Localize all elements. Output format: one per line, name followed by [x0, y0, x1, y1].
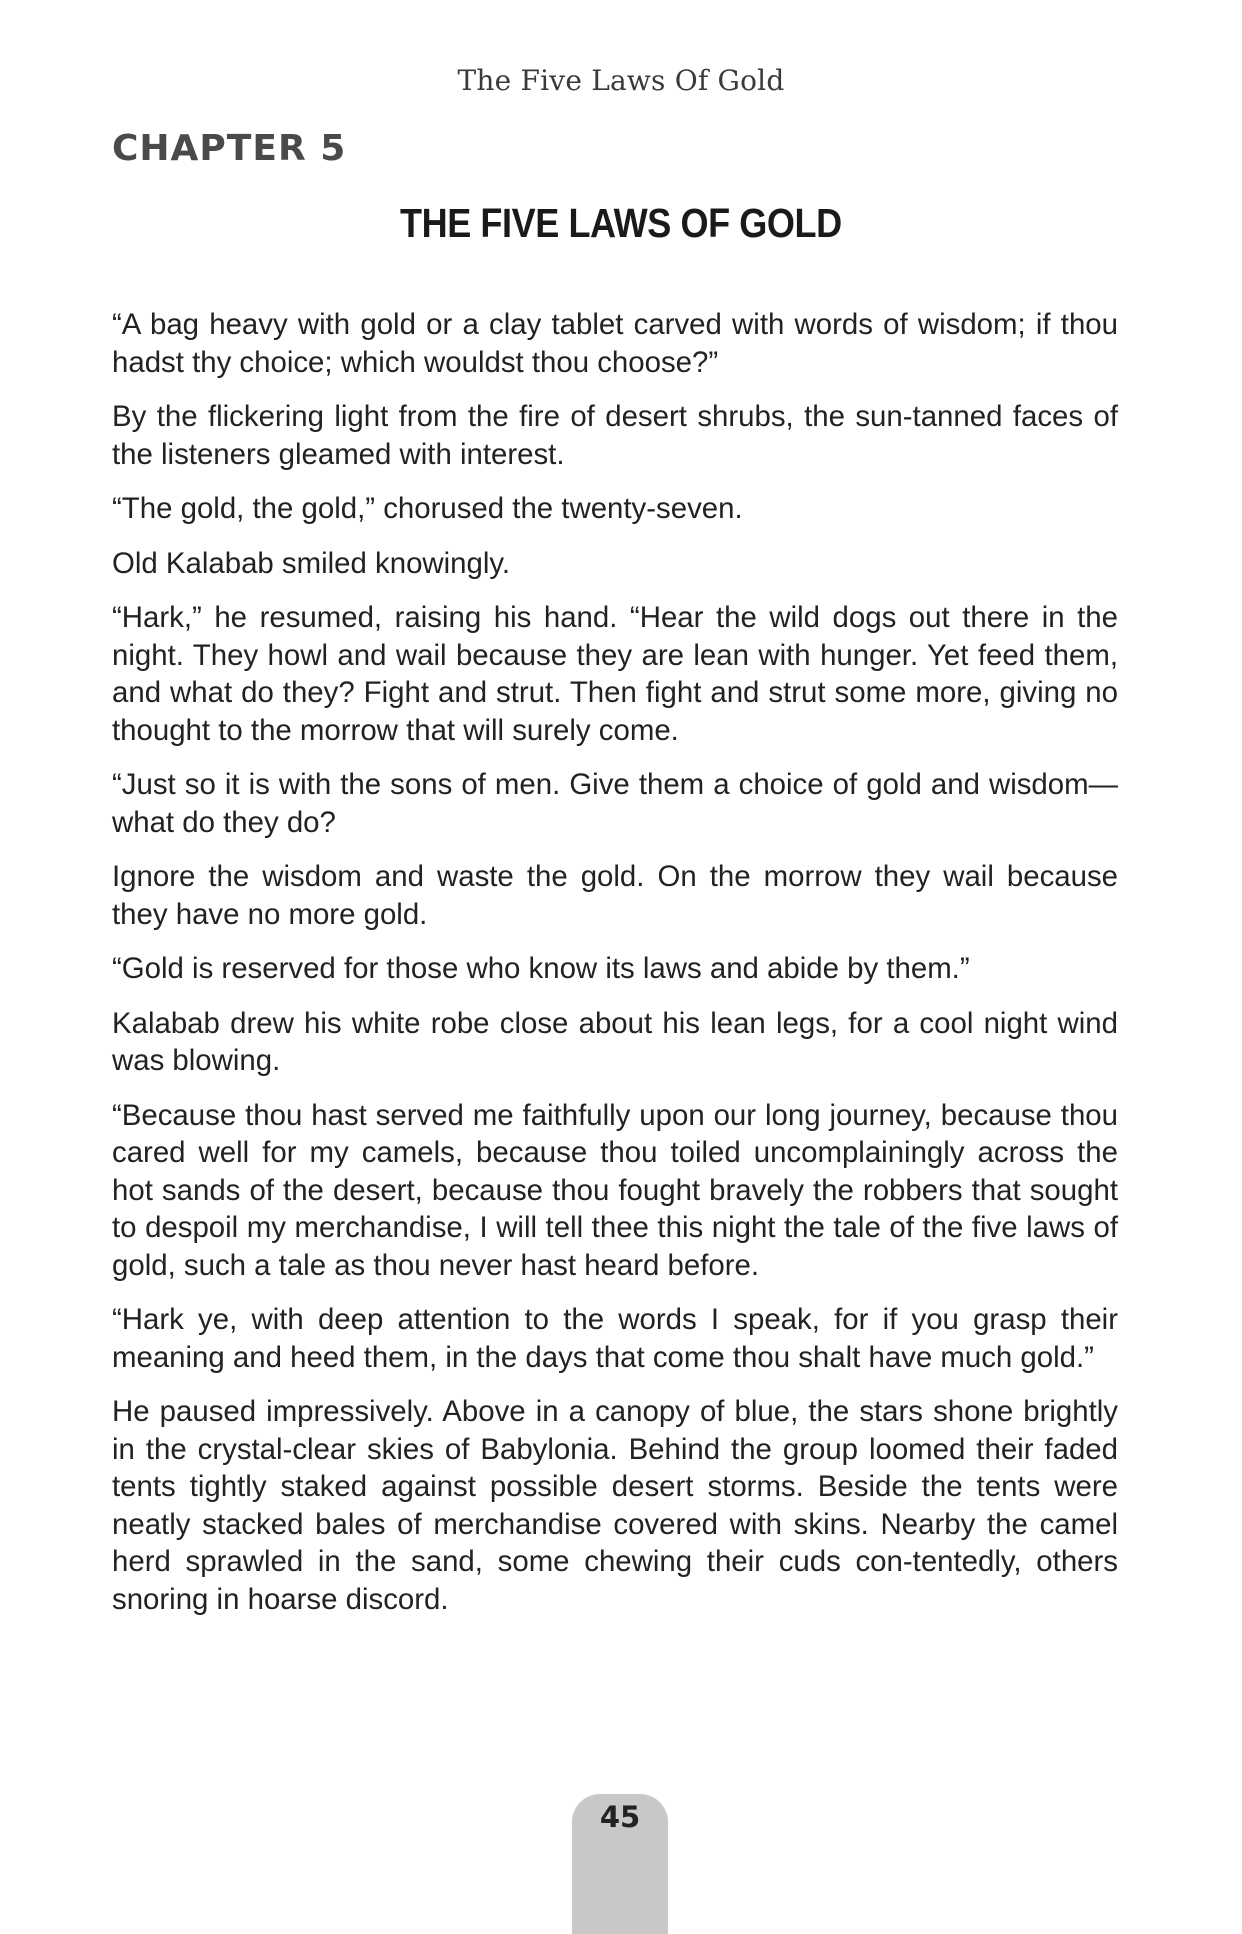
paragraph: “Just so it is with the sons of men. Give them a choice of gold and wisdom—what do they do?	[112, 768, 1118, 839]
paragraph: “Hark,” he resumed, raising his hand. “Hear the wild dogs out there in the night. They howl and wail because they are lean with hunger. Yet feed them, and what do they? Fight and strut. Then fight and strut some more, giving no thought to the morrow that will surely come.	[112, 601, 1118, 747]
paragraph: “Because thou hast served me faithfully upon our long journey, because thou cared well for my camels, because thou toiled uncomplainingly across the hot sands of the desert, because thou fought bravely the robbers that sought to despoil my merchandise, I will tell thee this night the tale of the five laws of gold, such a tale as thou never hast heard before.	[112, 1098, 1118, 1282]
running-head: The Five Laws Of Gold	[457, 64, 785, 97]
chapter-label: CHAPTER 5	[112, 128, 347, 169]
paragraph: “Gold is reserved for those who know its laws and abide by them.”	[112, 952, 970, 985]
paragraph: Ignore the wisdom and waste the gold. On the morrow they wail because they have no more gold.	[112, 860, 1118, 931]
paragraph: Old Kalabab smiled knowingly.	[112, 546, 511, 580]
body-text	[112, 306, 1118, 1635]
paragraph: By the flickering light from the fire of desert shrubs, the sun-tanned faces of the listeners gleamed with interest.	[112, 400, 1118, 471]
paragraph: He paused impressively. Above in a canopy of blue, the stars shone brightly in the crystal-clear skies of Babylonia. Behind the group loomed their faded tents tightly staked against possible desert storms. Beside the tents were neatly stacked bales of merchandise covered with skins. Nearby the camel herd sprawled in the sand, some chewing their cuds con-tentedly, others snoring in hoarse discord.	[112, 1395, 1118, 1616]
paragraph: “A bag heavy with gold or a clay tablet carved with words of wisdom; if thou hadst thy choice; which wouldst thou choose?”	[112, 308, 1118, 379]
chapter-title: THE FIVE LAWS OF GOLD	[400, 200, 842, 246]
page-number: 45	[599, 1800, 641, 1834]
paragraph: Kalabab drew his white robe close about his lean legs, for a cool night wind was blowing.	[112, 1006, 1118, 1077]
paragraph: “The gold, the gold,” chorused the twenty-seven.	[112, 492, 743, 525]
paragraph: “Hark ye, with deep attention to the words I speak, for if you grasp their meaning and heed them, in the days that come thou shalt have much gold.”	[112, 1303, 1118, 1374]
